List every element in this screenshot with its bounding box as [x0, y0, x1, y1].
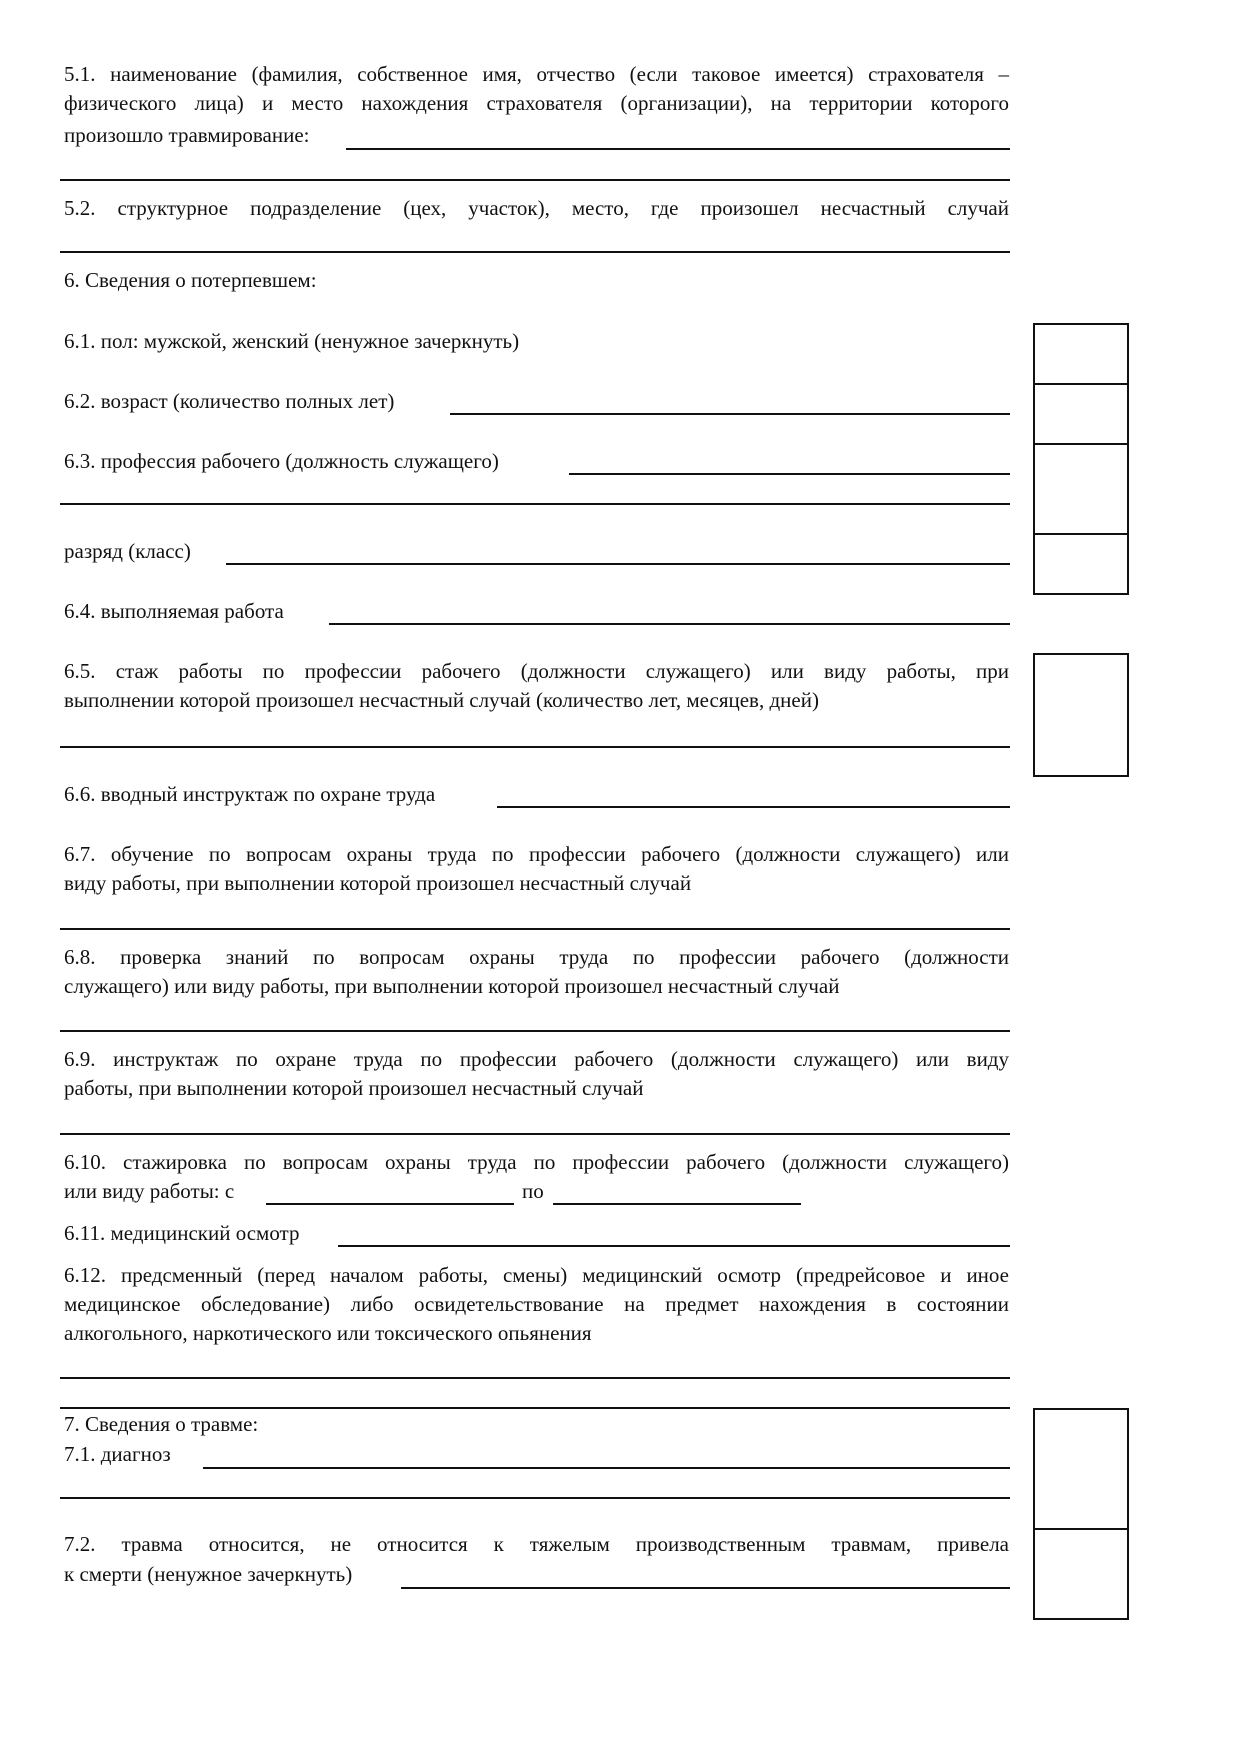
work-performed-field[interactable] — [329, 623, 1010, 625]
internship-from-field[interactable] — [266, 1203, 514, 1205]
section-7-top-rule — [60, 1407, 1010, 1409]
item-6-9-line2: работы, при выполнении которой произошел несчастный случай — [64, 1076, 644, 1100]
severity-field[interactable] — [401, 1587, 1010, 1589]
item-5-2: 5.2. структурное подразделение (цех, участок), место, где произошел несчастный случай — [64, 196, 1009, 220]
profession-cont-field[interactable] — [60, 503, 1010, 505]
item-6-12-line3: алкогольного, наркотического или токсического опьянения — [64, 1321, 592, 1345]
item-6-11: 6.11. медицинский осмотр — [64, 1221, 300, 1245]
training-field[interactable] — [60, 928, 1010, 930]
item-6-6: 6.6. вводный инструктаж по охране труда — [64, 782, 436, 806]
item-6-4: 6.4. выполняемая работа — [64, 599, 284, 623]
code-box-divider — [1035, 1528, 1127, 1530]
age-field[interactable] — [450, 413, 1010, 415]
section-6-heading: 6. Сведения о потерпевшем: — [64, 268, 317, 292]
section-7-heading: 7. Сведения о травме: — [64, 1412, 259, 1436]
briefing-field[interactable] — [60, 1133, 1010, 1135]
code-box-group-7 — [1033, 1408, 1129, 1620]
item-6-10-line1: 6.10. стажировка по вопросам охраны труда по профессии рабочего (должности служащего) — [64, 1150, 1009, 1174]
item-5-1-line2: физического лица) и место нахождения страхователя (организации), на территории которого — [64, 91, 1009, 115]
code-box-divider — [1035, 383, 1127, 385]
item-6-8-line1: 6.8. проверка знаний по вопросам охраны труда по профессии рабочего (должности — [64, 945, 1009, 969]
intro-briefing-field[interactable] — [497, 806, 1010, 808]
grade-field[interactable] — [226, 563, 1010, 565]
item-6-12-line2: медицинское обследование) либо освидетельствование на предмет нахождения в состоянии — [64, 1292, 1009, 1316]
pre-shift-exam-field[interactable] — [60, 1377, 1010, 1379]
item-6-12-line1: 6.12. предсменный (перед началом работы, смены) медицинский осмотр (предрейсовое и иное — [64, 1263, 1009, 1287]
code-box-group-6-1-to-6-3 — [1033, 323, 1129, 595]
item-6-7-line2: виду работы, при выполнении которой произошел несчастный случай — [64, 871, 692, 895]
diagnosis-cont-field[interactable] — [60, 1497, 1010, 1499]
item-6-1: 6.1. пол: мужской, женский (ненужное зачеркнуть) — [64, 329, 520, 353]
item-6-3: 6.3. профессия рабочего (должность служащего) — [64, 449, 499, 473]
item-6-7-line1: 6.7. обучение по вопросам охраны труда по профессии рабочего (должности служащего) или — [64, 842, 1009, 866]
diagnosis-field[interactable] — [203, 1467, 1010, 1469]
item-6-5-line2: выполнении которой произошел несчастный случай (количество лет, месяцев, дней) — [64, 688, 819, 712]
item-6-5-line1: 6.5. стаж работы по профессии рабочего (должности служащего) или виду работы, при — [64, 659, 1009, 683]
item-6-9-line1: 6.9. инструктаж по охране труда по профессии рабочего (должности служащего) или виду — [64, 1047, 1009, 1071]
subdivision-field[interactable] — [60, 251, 1010, 253]
item-6-10-to-label: по — [522, 1179, 544, 1203]
internship-to-field[interactable] — [553, 1203, 801, 1205]
item-7-2-line1: 7.2. травма относится, не относится к тяжелым производственным травмам, привела — [64, 1532, 1009, 1556]
item-6-10-from-label: или виду работы: с — [64, 1179, 235, 1203]
item-7-2-line2: к смерти (ненужное зачеркнуть) — [64, 1562, 353, 1586]
insurer-name-field[interactable] — [346, 148, 1010, 150]
code-box-6-5 — [1033, 653, 1129, 777]
profession-field[interactable] — [569, 473, 1010, 475]
insurer-name-cont-field[interactable] — [60, 179, 1010, 181]
item-6-2: 6.2. возраст (количество полных лет) — [64, 389, 395, 413]
item-5-1-line1: 5.1. наименование (фамилия, собственное имя, отчество (если таковое имеется) страхователя – — [64, 62, 1009, 86]
experience-field[interactable] — [60, 746, 1010, 748]
code-box-divider — [1035, 443, 1127, 445]
item-5-1-line3: произошло травмирование: — [64, 123, 310, 147]
grade-label: разряд (класс) — [64, 539, 191, 563]
medical-exam-field[interactable] — [338, 1245, 1010, 1247]
code-box-divider — [1035, 533, 1127, 535]
item-6-8-line2: служащего) или виду работы, при выполнении которой произошел несчастный случай — [64, 974, 840, 998]
knowledge-check-field[interactable] — [60, 1030, 1010, 1032]
item-7-1: 7.1. диагноз — [64, 1442, 171, 1466]
